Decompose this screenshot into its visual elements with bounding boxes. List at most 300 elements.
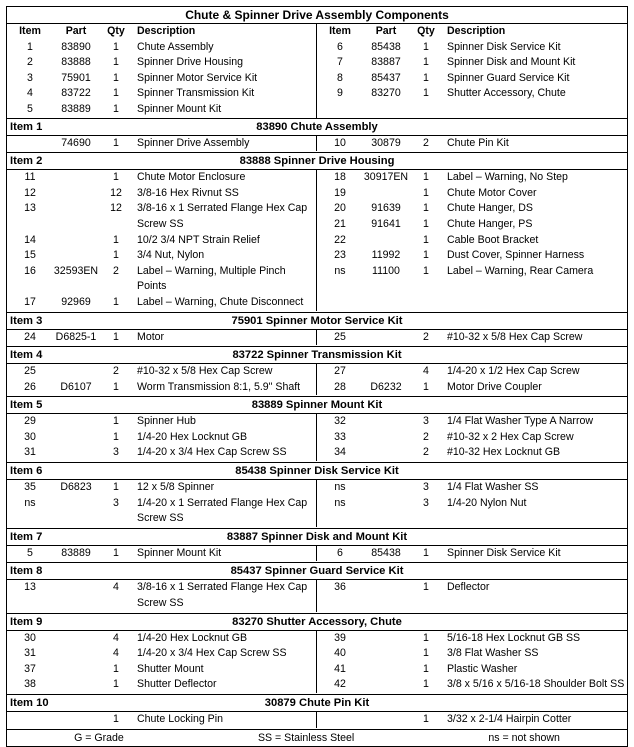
section-title: 83887 Spinner Disk and Mount Kit [226,530,408,543]
item-number: 7 [337,56,343,69]
left-cell-group [7,430,317,446]
quantity: 1 [113,662,119,675]
section-header [7,152,627,170]
right-cell-group [317,233,627,249]
description: Label – Warning, Chute Disconnect [137,295,304,308]
description: Label – Warning, Multiple Pinch Points [137,264,286,293]
section-title: 85438 Spinner Disk Service Kit [235,465,399,478]
section-header [7,312,627,330]
right-cell-group [317,414,627,430]
quantity: 3 [423,496,429,509]
item-number: 14 [24,233,36,246]
quantity: 3 [423,481,429,494]
item-number: 8 [337,71,343,84]
quantity: 12 [110,202,122,215]
part-number: 91639 [371,202,401,215]
description: Spinner Hub [137,415,196,428]
quantity: 1 [423,71,429,84]
part-number [363,580,409,596]
description: 1/4 Flat Washer Type A Narrow [447,415,594,428]
right-cell-group [317,186,627,202]
right-cell-group [317,496,627,527]
part-number [53,496,99,527]
item-number: 30 [24,430,36,443]
table-row [7,414,627,430]
right-cell-group [317,430,627,446]
section-body [7,631,627,694]
item-number: 38 [24,678,36,691]
item-number: 25 [24,365,36,378]
part-number: 30879 [371,136,401,149]
item-number: ns [334,264,346,277]
quantity: 4 [113,647,119,660]
left-cell-group [7,496,317,527]
part-number: 85437 [371,71,401,84]
part-number: D6232 [370,380,402,393]
quantity: 1 [113,136,119,149]
description: Spinner Guard Service Kit [447,71,570,84]
section-body [7,414,627,462]
right-cell-group [317,136,627,152]
part-number [363,480,409,496]
quantity: 3 [113,496,119,509]
right-cell-group [317,580,627,611]
item-number: ns [334,496,346,509]
left-cell-group [7,662,317,678]
quantity: 1 [423,631,429,644]
left-cell-group [7,170,317,186]
item-number: 18 [334,171,346,184]
section-title: 75901 Spinner Motor Service Kit [231,314,403,327]
right-cell-group [317,646,627,662]
item-number: 20 [334,202,346,215]
section-item-label: Item 3 [10,314,43,327]
part-number [363,430,409,446]
section-item-label: Item 6 [10,465,43,478]
part-number [363,631,409,647]
left-cell-group [7,71,317,87]
quantity: 1 [113,87,119,100]
part-number [363,330,409,346]
right-cell-group [317,480,627,496]
quantity: 1 [423,40,429,53]
quantity: 1 [113,171,119,184]
quantity: 1 [113,40,119,53]
description: 12 x 5/8 Spinner [137,481,215,494]
item-number: 40 [334,647,346,660]
part-number [53,414,99,430]
item-number: 24 [24,330,36,343]
item-number: 13 [24,581,36,594]
table-row [7,201,627,232]
table-row [7,364,627,380]
legend-stainless: SS = Stainless Steel [257,731,355,744]
description: Shutter Accessory, Chute [447,87,566,100]
header-description: Description [137,25,196,37]
right-cell-group [317,201,627,232]
item-number: 6 [337,40,343,53]
part-number [363,646,409,662]
table-row [7,55,627,71]
quantity: 1 [423,662,429,675]
part-number: 85438 [371,546,401,559]
description: 1/4-20 Hex Locknut GB [137,631,248,644]
header-item: Item [329,25,351,37]
description: Label – Warning, No Step [447,171,568,184]
description: Spinner Drive Assembly [137,136,250,149]
section-title: 83270 Shutter Accessory, Chute [232,615,402,628]
column-header-row [7,24,627,40]
left-cell-group [7,248,317,264]
item-number: 11 [24,171,36,184]
right-cell-group [317,170,627,186]
table-row [7,71,627,87]
item-number: 9 [337,87,343,100]
right-cell-group [317,40,627,56]
header-part: Part [375,25,397,37]
description: Motor Drive Coupler [447,380,542,393]
left-cell-group [7,264,317,295]
part-number [53,364,99,380]
quantity: 1 [113,56,119,69]
quantity: 1 [423,249,429,262]
description: 3/8-16 Hex Rivnut SS [137,186,239,199]
description: Shutter Deflector [137,678,217,691]
item-number: 22 [334,233,346,246]
left-cell-group [7,136,317,152]
table-row [7,170,627,186]
right-cell-group [317,248,627,264]
description: Dust Cover, Spinner Harness [447,249,585,262]
part-number: 83887 [371,56,401,69]
part-number: 83889 [61,546,91,559]
part-number [363,186,409,202]
item-number: 31 [24,647,36,660]
part-number [53,430,99,446]
quantity: 1 [113,481,119,494]
description: Spinner Motor Service Kit [137,71,258,84]
description: 3/8 Flat Washer SS [447,647,539,660]
part-number: 83270 [371,87,401,100]
left-cell-group [7,414,317,430]
table-row [7,646,627,662]
right-cell-group [317,380,627,396]
section-item-label: Item 8 [10,565,43,578]
part-number: D6825-1 [55,330,97,343]
part-number [53,248,99,264]
left-cell-group [7,712,317,728]
description: 3/8-16 x 1 Serrated Flange Hex Cap Screw SS [137,581,308,610]
part-number [363,496,409,512]
quantity: 1 [423,233,429,246]
section-header [7,396,627,414]
part-number [53,445,99,461]
parts-table [6,6,628,747]
description: Spinner Disk and Mount Kit [447,56,576,69]
left-cell-group [7,201,317,232]
quantity: 1 [113,713,119,725]
description: Label – Warning, Rear Camera [447,264,594,277]
description: Spinner Disk Service Kit [447,546,561,559]
description: Spinner Drive Housing [137,56,243,69]
part-number: 75901 [61,71,91,84]
part-number [363,233,409,249]
description: Motor [137,330,165,343]
item-number: 33 [334,430,346,443]
left-cell-group [7,546,317,562]
header-item: Item [19,25,41,37]
section-item-label: Item 9 [10,615,43,628]
table-row [7,631,627,647]
left-cell-group [7,480,317,496]
quantity: 1 [423,264,429,277]
description: 3/8 x 5/16 x 5/16-18 Shoulder Bolt SS [447,678,625,691]
left-cell-group [7,445,317,461]
description: 1/4-20 x 1/2 Hex Cap Screw [447,365,580,378]
quantity: 1 [423,713,429,725]
section-title: 83890 Chute Assembly [256,120,378,133]
section-title: 83888 Spinner Drive Housing [239,155,395,168]
section-body [7,330,627,347]
part-number: 83888 [61,56,91,69]
description: Deflector [447,581,490,594]
table-row [7,712,627,729]
left-cell-group [7,330,317,346]
description: 3/8-16 x 1 Serrated Flange Hex Cap Screw SS [137,202,308,230]
quantity: 1 [423,647,429,660]
table-row [7,102,627,118]
left-cell-group [7,677,317,693]
legend-not-shown: ns = not shown [488,731,560,744]
right-cell-group [317,445,627,461]
part-number [53,186,99,202]
right-cell-group [317,264,627,295]
table-row [7,330,627,347]
description: #10-32 x 2 Hex Cap Screw [447,430,574,443]
left-cell-group [7,580,317,611]
part-number: 32593EN [53,264,99,277]
quantity: 12 [110,186,122,199]
description: 1/4-20 x 3/4 Hex Cap Screw SS [137,647,287,660]
quantity: 1 [423,186,429,199]
item-number [7,712,53,728]
quantity: 1 [423,380,429,393]
quantity: 1 [113,102,119,115]
quantity: 3 [113,446,119,459]
part-number [363,364,409,380]
description: Spinner Transmission Kit [137,87,255,100]
quantity: 2 [423,430,429,443]
quantity: 1 [423,217,429,230]
item-number: 3 [27,71,33,84]
table-row [7,662,627,678]
item-number: 17 [24,295,36,308]
left-cell-group [7,55,317,71]
quantity: 1 [113,380,119,393]
section-item-label: Item 10 [10,697,49,709]
item-number: 35 [24,481,36,494]
quantity: 4 [113,631,119,644]
item-number: 21 [334,217,346,230]
section-body [7,546,627,563]
item-number [317,712,363,728]
table-row [7,546,627,563]
right-cell-group [317,55,627,71]
part-number [53,631,99,647]
description: 1/4 Flat Washer SS [447,481,539,494]
item-number: 36 [334,581,346,594]
left-cell-group [7,102,317,118]
left-cell-group [7,186,317,202]
table-row [7,677,627,694]
part-number [53,170,99,186]
quantity: 1 [423,202,429,215]
right-cell-group [317,546,627,562]
section-title: 85437 Spinner Guard Service Kit [230,565,404,578]
section-title: 83889 Spinner Mount Kit [251,399,383,412]
part-number: 83722 [61,87,91,100]
part-number: D6823 [60,481,92,494]
part-number: 30917EN [363,171,409,184]
item-number: 27 [334,365,346,378]
section-body [7,364,627,396]
header-description: Description [447,25,506,37]
section-item-label: Item 4 [10,349,43,362]
item-number: 30 [24,631,36,644]
section-body [7,170,627,311]
table-row [7,580,627,612]
part-number [53,646,99,662]
description: Shutter Mount [137,662,204,675]
part-number [53,233,99,249]
section-item-label: Item 7 [10,530,43,543]
quantity: 1 [113,678,119,691]
description: #10-32 Hex Locknut GB [447,446,561,459]
part-number [363,712,409,728]
left-cell-group [7,86,317,102]
section-body [7,136,627,153]
table-row [7,480,627,496]
quantity: 2 [113,264,119,277]
item-number: 26 [24,380,36,393]
description: #10-32 x 5/8 Hex Cap Screw [137,365,273,378]
item-number: 2 [27,56,33,69]
item-number: 10 [334,136,346,149]
item-number: 4 [27,87,33,100]
left-cell-group [7,233,317,249]
item-number: 29 [24,415,36,428]
quantity: 1 [423,678,429,691]
header-qty: Qty [417,25,435,37]
item-number: 42 [334,678,346,691]
page-title: Chute & Spinner Drive Assembly Components [7,7,627,24]
description: Chute Hanger, DS [447,202,533,215]
item-number: 16 [24,264,36,277]
item-number: 12 [24,186,36,199]
item-number: 39 [334,631,346,644]
item-number: 15 [24,249,36,262]
item-number: 13 [24,202,36,215]
part-number: D6107 [60,380,92,393]
left-cell-group [7,646,317,662]
right-cell-group [317,631,627,647]
part-number: 91641 [371,217,401,230]
quantity: 2 [113,365,119,378]
section-body [7,480,627,528]
section-body [7,712,627,729]
description: Spinner Mount Kit [137,102,222,115]
description: 1/4-20 x 3/4 Hex Cap Screw SS [137,446,287,459]
description: 3/4 Nut, Nylon [137,249,205,262]
quantity: 3 [423,415,429,428]
section-header [7,528,627,546]
quantity: 1 [423,171,429,184]
left-cell-group [7,40,317,56]
description: Chute Assembly [137,40,214,53]
right-cell-group [317,71,627,87]
left-cell-group [7,364,317,380]
description: Chute Pin Kit [447,136,509,149]
part-number [363,677,409,693]
section-header [7,694,627,712]
part-number [363,445,409,461]
section-item-label: Item 2 [10,155,43,168]
item-number: 25 [334,330,346,343]
quantity: 1 [113,330,119,343]
part-number: 83889 [61,102,91,115]
part-number [363,662,409,678]
section-header [7,613,627,631]
legend-footer [7,729,627,746]
quantity: 1 [113,295,119,308]
item-number [7,136,53,152]
part-number [53,580,99,611]
part-number [53,712,99,728]
quantity: 1 [113,71,119,84]
item-number: 6 [337,546,343,559]
quantity: 2 [423,136,429,149]
table-row [7,430,627,446]
quantity: 4 [113,581,119,594]
table-row [7,264,627,295]
left-cell-group [7,631,317,647]
section-header [7,118,627,136]
description: Chute Motor Enclosure [137,171,246,184]
quantity: 1 [113,546,119,559]
table-row [7,380,627,397]
item-number: ns [334,481,346,494]
sections-list [7,118,627,729]
quantity: 1 [423,581,429,594]
table-row [7,496,627,528]
quantity: 1 [113,233,119,246]
description: Worm Transmission 8:1, 5.9" Shaft [137,380,301,393]
table-row [7,186,627,202]
item-number: 19 [334,186,346,199]
table-row [7,40,627,56]
item-number: 5 [27,102,33,115]
table-row [7,248,627,264]
table-row [7,86,627,102]
right-cell-group [317,712,627,728]
description: Spinner Disk Service Kit [447,40,561,53]
part-number: 74690 [61,136,91,149]
description: 1/4-20 Nylon Nut [447,496,527,509]
left-cell-group [7,380,317,396]
header-part: Part [65,25,87,37]
item-number: 32 [334,415,346,428]
table-row [7,445,627,462]
